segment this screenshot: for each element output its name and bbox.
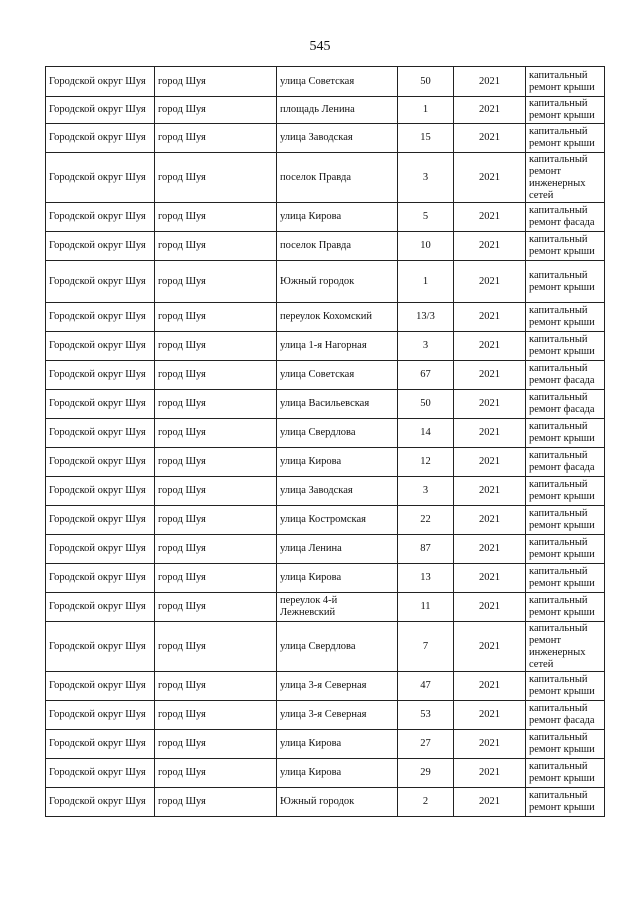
district-cell: Городской округ Шуя (46, 261, 155, 303)
table-row (46, 97, 605, 124)
table-row (46, 232, 605, 261)
table-row (46, 67, 605, 97)
year-cell: 2021 (454, 303, 526, 332)
city-cell: город Шуя (155, 153, 277, 203)
house-number-cell: 3 (398, 477, 454, 506)
year-cell: 2021 (454, 448, 526, 477)
house-number-cell: 11 (398, 593, 454, 622)
street-cell: улица Ленина (277, 535, 398, 564)
house-number-cell: 22 (398, 506, 454, 535)
house-number-cell: 2 (398, 788, 454, 817)
street-cell: площадь Ленина (277, 97, 398, 124)
street-cell: улица Заводская (277, 477, 398, 506)
work-type-cell: капитальный ремонт крыши (526, 477, 605, 506)
district-cell: Городской округ Шуя (46, 788, 155, 817)
house-number-cell: 12 (398, 448, 454, 477)
city-cell: город Шуя (155, 477, 277, 506)
house-number-cell: 10 (398, 232, 454, 261)
year-cell: 2021 (454, 332, 526, 361)
year-cell: 2021 (454, 361, 526, 390)
table-row (46, 672, 605, 701)
house-number-cell: 29 (398, 759, 454, 788)
table-body (46, 67, 605, 817)
street-cell: улица Васильевская (277, 390, 398, 419)
year-cell: 2021 (454, 153, 526, 203)
table-row (46, 153, 605, 203)
year-cell: 2021 (454, 701, 526, 730)
district-cell: Городской округ Шуя (46, 97, 155, 124)
work-type-cell: капитальный ремонт фасада (526, 701, 605, 730)
table-row (46, 261, 605, 303)
house-number-cell: 3 (398, 332, 454, 361)
table-row (46, 564, 605, 593)
street-cell: поселок Правда (277, 153, 398, 203)
table-row (46, 730, 605, 759)
city-cell: город Шуя (155, 261, 277, 303)
city-cell: город Шуя (155, 303, 277, 332)
table-row (46, 759, 605, 788)
street-cell: поселок Правда (277, 232, 398, 261)
street-cell: улица Заводская (277, 124, 398, 153)
year-cell: 2021 (454, 788, 526, 817)
year-cell: 2021 (454, 261, 526, 303)
street-cell: улица Кирова (277, 448, 398, 477)
street-cell: улица 3-я Северная (277, 672, 398, 701)
street-cell: переулок 4-й Лежневский (277, 593, 398, 622)
table-row (46, 332, 605, 361)
work-type-cell: капитальный ремонт крыши (526, 261, 605, 303)
table-row (46, 701, 605, 730)
house-number-cell: 53 (398, 701, 454, 730)
street-cell: улица Кирова (277, 730, 398, 759)
work-type-cell: капитальный ремонт инженерных сетей (526, 622, 605, 672)
district-cell: Городской округ Шуя (46, 477, 155, 506)
year-cell: 2021 (454, 672, 526, 701)
year-cell: 2021 (454, 593, 526, 622)
house-number-cell: 14 (398, 419, 454, 448)
district-cell: Городской округ Шуя (46, 448, 155, 477)
work-type-cell: капитальный ремонт крыши (526, 303, 605, 332)
house-number-cell: 47 (398, 672, 454, 701)
table-row (46, 788, 605, 817)
year-cell: 2021 (454, 730, 526, 759)
city-cell: город Шуя (155, 622, 277, 672)
district-cell: Городской округ Шуя (46, 361, 155, 390)
year-cell: 2021 (454, 67, 526, 97)
district-cell: Городской округ Шуя (46, 419, 155, 448)
house-number-cell: 87 (398, 535, 454, 564)
street-cell: улица Советская (277, 361, 398, 390)
work-type-cell: капитальный ремонт крыши (526, 97, 605, 124)
work-type-cell: капитальный ремонт инженерных сетей (526, 153, 605, 203)
work-type-cell: капитальный ремонт крыши (526, 535, 605, 564)
repair-schedule-table (45, 66, 605, 817)
table-row (46, 303, 605, 332)
district-cell: Городской округ Шуя (46, 672, 155, 701)
street-cell: улица Костромская (277, 506, 398, 535)
work-type-cell: капитальный ремонт фасада (526, 203, 605, 232)
city-cell: город Шуя (155, 593, 277, 622)
city-cell: город Шуя (155, 564, 277, 593)
street-cell: улица Свердлова (277, 622, 398, 672)
district-cell: Городской округ Шуя (46, 332, 155, 361)
city-cell: город Шуя (155, 332, 277, 361)
work-type-cell: капитальный ремонт крыши (526, 730, 605, 759)
district-cell: Городской округ Шуя (46, 564, 155, 593)
work-type-cell: капитальный ремонт фасада (526, 361, 605, 390)
house-number-cell: 50 (398, 390, 454, 419)
table-row (46, 361, 605, 390)
work-type-cell: капитальный ремонт фасада (526, 448, 605, 477)
house-number-cell: 3 (398, 153, 454, 203)
district-cell: Городской округ Шуя (46, 390, 155, 419)
street-cell: улица Кирова (277, 564, 398, 593)
year-cell: 2021 (454, 97, 526, 124)
table-row (46, 622, 605, 672)
house-number-cell: 7 (398, 622, 454, 672)
year-cell: 2021 (454, 477, 526, 506)
table-row (46, 448, 605, 477)
year-cell: 2021 (454, 232, 526, 261)
district-cell: Городской округ Шуя (46, 622, 155, 672)
table-row (46, 593, 605, 622)
year-cell: 2021 (454, 622, 526, 672)
district-cell: Городской округ Шуя (46, 506, 155, 535)
work-type-cell: капитальный ремонт крыши (526, 788, 605, 817)
city-cell: город Шуя (155, 535, 277, 564)
district-cell: Городской округ Шуя (46, 203, 155, 232)
city-cell: город Шуя (155, 448, 277, 477)
work-type-cell: капитальный ремонт крыши (526, 332, 605, 361)
year-cell: 2021 (454, 390, 526, 419)
city-cell: город Шуя (155, 361, 277, 390)
work-type-cell: капитальный ремонт крыши (526, 124, 605, 153)
house-number-cell: 67 (398, 361, 454, 390)
year-cell: 2021 (454, 124, 526, 153)
table-row (46, 477, 605, 506)
work-type-cell: капитальный ремонт крыши (526, 232, 605, 261)
table-row (46, 390, 605, 419)
house-number-cell: 27 (398, 730, 454, 759)
street-cell: улица Советская (277, 67, 398, 97)
district-cell: Городской округ Шуя (46, 730, 155, 759)
table-row (46, 506, 605, 535)
year-cell: 2021 (454, 506, 526, 535)
house-number-cell: 50 (398, 67, 454, 97)
city-cell: город Шуя (155, 788, 277, 817)
year-cell: 2021 (454, 535, 526, 564)
city-cell: город Шуя (155, 701, 277, 730)
district-cell: Городской округ Шуя (46, 701, 155, 730)
work-type-cell: капитальный ремонт крыши (526, 419, 605, 448)
year-cell: 2021 (454, 759, 526, 788)
work-type-cell: капитальный ремонт крыши (526, 506, 605, 535)
street-cell: переулок Кохомский (277, 303, 398, 332)
city-cell: город Шуя (155, 67, 277, 97)
district-cell: Городской округ Шуя (46, 153, 155, 203)
table-row (46, 419, 605, 448)
district-cell: Городской округ Шуя (46, 303, 155, 332)
table-row (46, 124, 605, 153)
street-cell: улица 3-я Северная (277, 701, 398, 730)
table-row (46, 535, 605, 564)
work-type-cell: капитальный ремонт фасада (526, 390, 605, 419)
district-cell: Городской округ Шуя (46, 535, 155, 564)
city-cell: город Шуя (155, 124, 277, 153)
city-cell: город Шуя (155, 97, 277, 124)
year-cell: 2021 (454, 564, 526, 593)
house-number-cell: 1 (398, 97, 454, 124)
city-cell: город Шуя (155, 390, 277, 419)
year-cell: 2021 (454, 419, 526, 448)
house-number-cell: 13 (398, 564, 454, 593)
work-type-cell: капитальный ремонт крыши (526, 67, 605, 97)
house-number-cell: 5 (398, 203, 454, 232)
street-cell: Южный городок (277, 261, 398, 303)
district-cell: Городской округ Шуя (46, 67, 155, 97)
district-cell: Городской округ Шуя (46, 593, 155, 622)
table-row (46, 203, 605, 232)
house-number-cell: 1 (398, 261, 454, 303)
street-cell: улица Кирова (277, 759, 398, 788)
city-cell: город Шуя (155, 203, 277, 232)
street-cell: улица Кирова (277, 203, 398, 232)
city-cell: город Шуя (155, 419, 277, 448)
work-type-cell: капитальный ремонт крыши (526, 593, 605, 622)
street-cell: улица Свердлова (277, 419, 398, 448)
year-cell: 2021 (454, 203, 526, 232)
city-cell: город Шуя (155, 759, 277, 788)
work-type-cell: капитальный ремонт крыши (526, 672, 605, 701)
city-cell: город Шуя (155, 672, 277, 701)
work-type-cell: капитальный ремонт крыши (526, 759, 605, 788)
district-cell: Городской округ Шуя (46, 124, 155, 153)
work-type-cell: капитальный ремонт крыши (526, 564, 605, 593)
city-cell: город Шуя (155, 506, 277, 535)
house-number-cell: 13/3 (398, 303, 454, 332)
district-cell: Городской округ Шуя (46, 232, 155, 261)
street-cell: улица 1-я Нагорная (277, 332, 398, 361)
page-number: 545 (309, 39, 331, 54)
city-cell: город Шуя (155, 232, 277, 261)
district-cell: Городской округ Шуя (46, 759, 155, 788)
house-number-cell: 15 (398, 124, 454, 153)
street-cell: Южный городок (277, 788, 398, 817)
city-cell: город Шуя (155, 730, 277, 759)
